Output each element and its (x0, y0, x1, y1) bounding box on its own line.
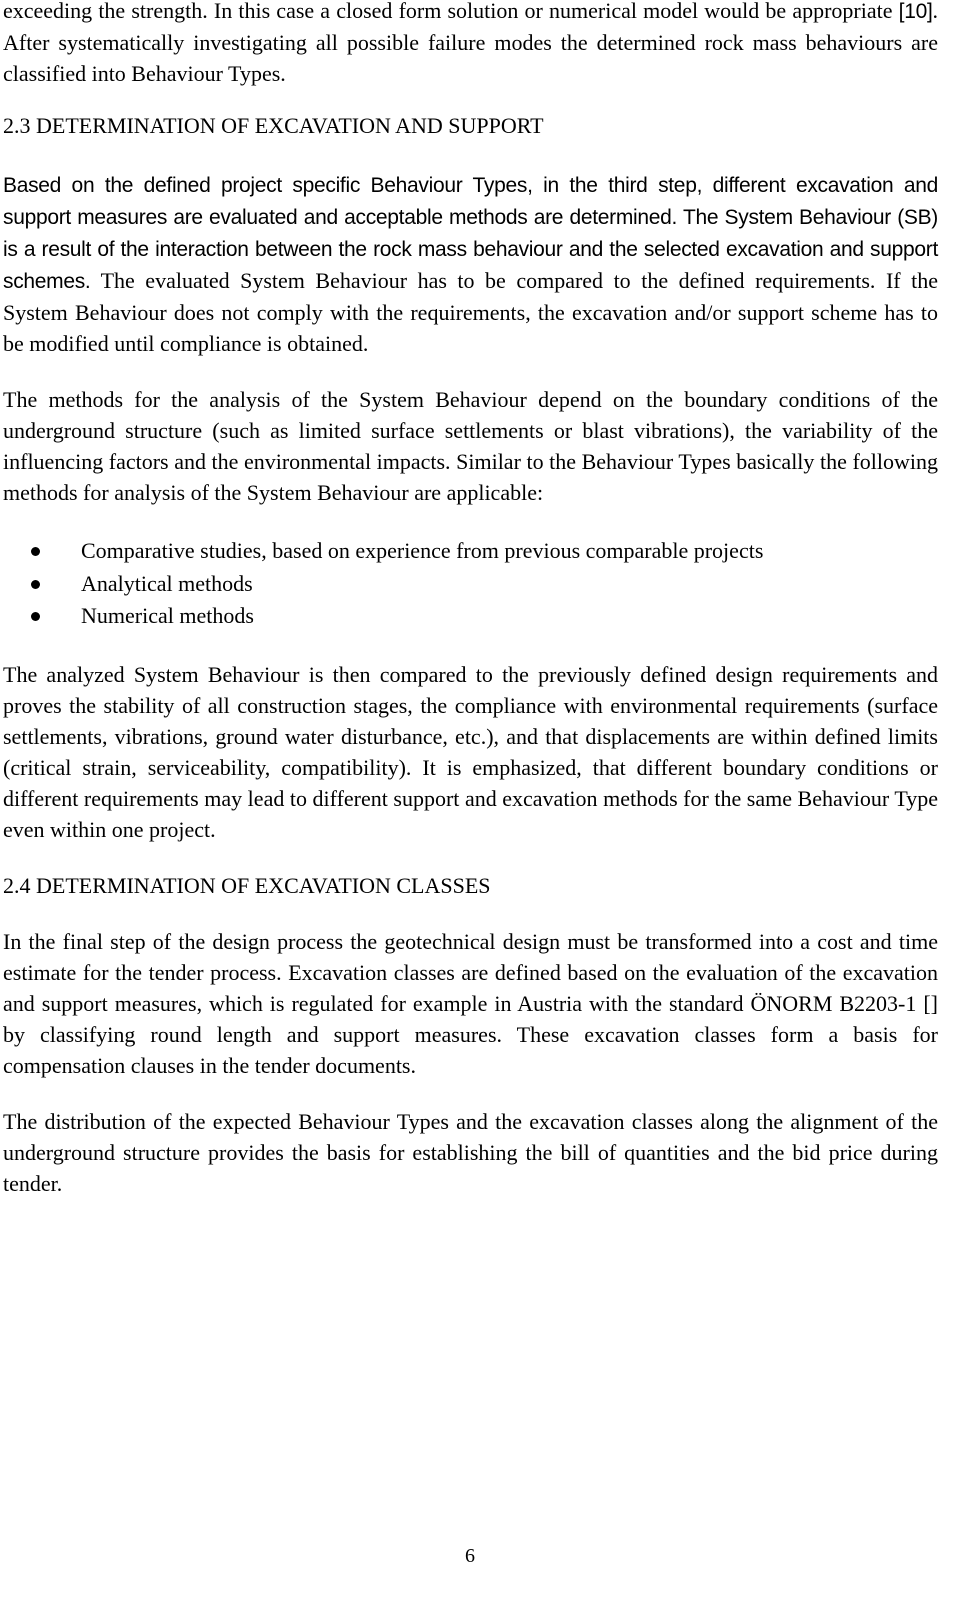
list-item: Comparative studies, based on experience from previous comparable projects (3, 535, 938, 568)
section-2-4-paragraph-1: In the final step of the design process the geotechnical design must be transformed into a cost and time estimate for the tender process. Excavation classes are defined based on the evaluation of the excavation and support measures, which is regulated for example in Austria with the standard ÖNORM B2203-1 [] by classifying round length and support measures. These excavation classes form a basis for compensation clauses in the tender documents. (3, 928, 938, 1078)
section-2-3-paragraph-3: The analyzed System Behaviour is then compared to the previously defined design requirements and proves the stability of all construction stages, the compliance with environmental requirements (surface settlements, vibrations, ground water disturbance, etc.), and that displacements are within defined limits (critical strain, serviceability, compatibility). It is emphasized, that different boundary conditions or different requirements may lead to different support and excavation methods for the same Behaviour Type even within one project. (3, 661, 938, 842)
bullet-icon (31, 612, 40, 621)
section-2-3-paragraph-1: Based on the defined project specific Behaviour Types, in the third step, different excavation and support measures are evaluated and acceptable methods are determined. The System Behaviour (SB) is a result of the interaction between the rock mass behaviour and the selected excavation and support schemes. The evaluated System Behaviour has to be compared to the defined requirements. If the System Behaviour does not comply with the requirements, the excavation and/or support scheme has to be modified until compliance is obtained. (3, 174, 938, 356)
bullet-icon (31, 580, 40, 589)
document-page (3, 0, 938, 1199)
page-number: 6 (465, 1545, 475, 1567)
bullet-icon (31, 547, 40, 556)
citation-reference: [10] (898, 0, 933, 23)
intro-paragraph: exceeding the strength. In this case a closed form solution or numerical model would be appropriate [10]. After systematically investigating all possible failure modes the determined rock mass behaviours are classified into Behaviour Types. (3, 0, 938, 86)
section-heading-2-4: 2.4 DETERMINATION OF EXCAVATION CLASSES (3, 872, 491, 898)
sans-text-run: Based on the defined project specific Behaviour Types, in the third step, different excavation and support measures are evaluated and acceptable methods are determined. The System Behaviour (SB) is a result of the interaction between the rock mass behaviour and the selected excavation and support schemes. (3, 174, 938, 293)
analysis-methods-list (3, 535, 938, 633)
section-2-3-paragraph-2: The methods for the analysis of the System Behaviour depend on the boundary conditions of the underground structure (such as limited surface settlements or blast vibrations), the variability of the influencing factors and the environmental impacts. Similar to the Behaviour Types basically the following methods for analysis of the System Behaviour are applicable: (3, 387, 938, 505)
list-item: Analytical methods (3, 568, 938, 601)
list-item: Numerical methods (3, 600, 938, 633)
section-heading-2-3: 2.3 DETERMINATION OF EXCAVATION AND SUPPORT (3, 113, 544, 138)
section-2-4-paragraph-2: The distribution of the expected Behaviour Types and the excavation classes along the alignment of the underground structure provides the basis for establishing the bill of quantities and the bid price during tender. (3, 1108, 938, 1196)
